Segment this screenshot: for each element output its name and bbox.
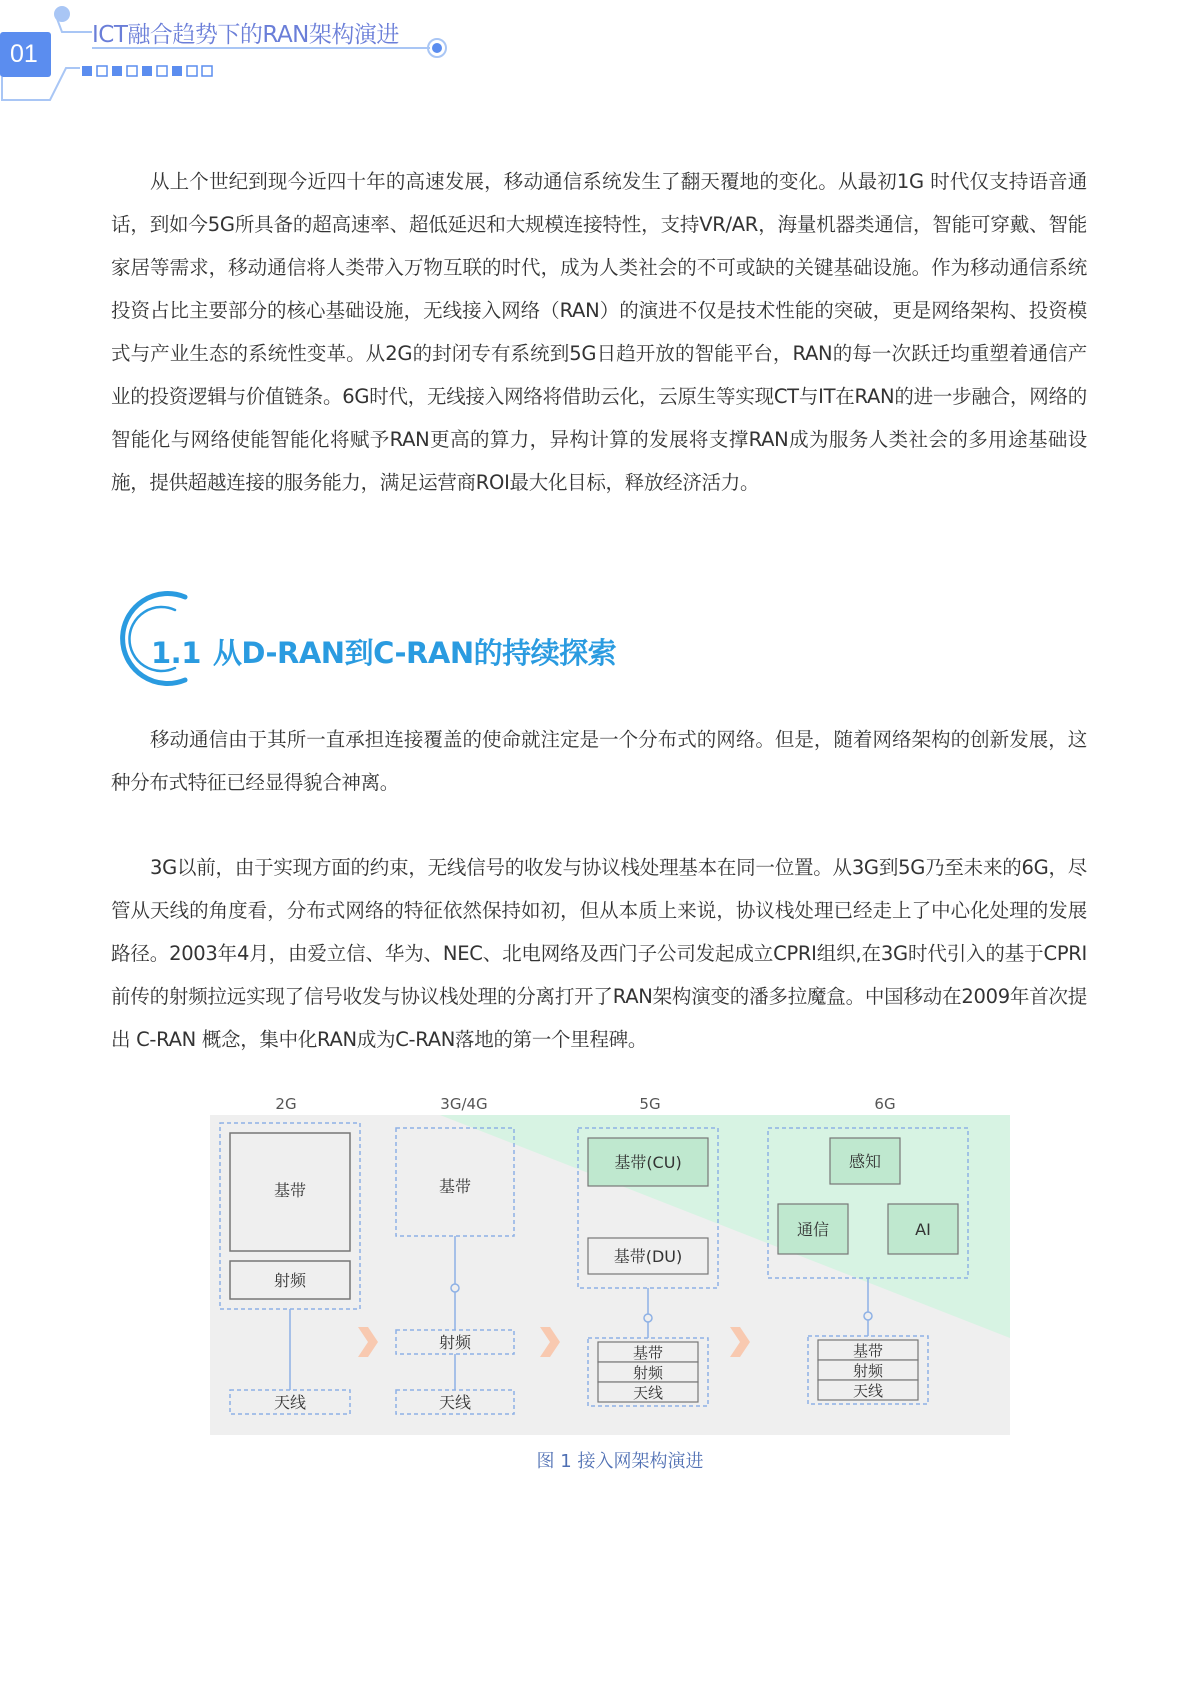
- radio-label: 射频: [632, 1364, 664, 1382]
- column-label-5g: 5G: [639, 1095, 661, 1113]
- column-5g: [578, 1128, 718, 1406]
- dot-icon: [54, 6, 70, 22]
- paragraph-intro: 从上个世纪到现今近四十年的高速发展，移动通信系统发生了翻天覆地的变化。从最初1G 时代仅支持语音通话，到如今5G所具备的超高速率、超低延迟和大规模连接特性，支持VR/AR，海量机器类通信，智能可穿戴、智能家居等需求，移动通信将人类带入万物互联的时代，成为人类社会的不可或缺的关键基础设施。作为移动通信系统投资占比主要部分的核心基础设施，无线接入网络（RAN）的演进不仅是技术性能的突破，更是网络架构、投资模式与产业生态的系统性变革。从2G的封闭专有系统到5G日趋开放的智能平台，RAN的每一次跃迁均重塑着通信产业的投资逻辑与价值链条。6G时代，无线接入网络将借助云化，云原生等实现CT与IT在RAN的进一步融合，网络的智能化与网络使能智能化将赋予RAN更高的算力，异构计算的发展将支撑RAN成为服务人类社会的多用途基础设施，提供超越连接的服务能力，满足运营商ROI最大化目标，释放经济活力。: [111, 170, 1087, 494]
- radio-label: 射频: [273, 1271, 307, 1290]
- cpri-connector-icon: [864, 1312, 872, 1320]
- section-number: 1.1: [151, 636, 201, 670]
- section-title-text: 从D-RAN到C-RAN的持续探索: [212, 636, 617, 670]
- baseband-label: 基带: [852, 1342, 884, 1360]
- section-heading: [151, 631, 616, 672]
- antenna-label: 天线: [273, 1393, 307, 1412]
- chapter-title: ICT融合趋势下的RAN架构演进: [92, 22, 399, 48]
- cu-label: 基带(CU): [614, 1153, 682, 1172]
- paragraph-distributed: 移动通信由于其所一直承担连接覆盖的使命就注定是一个分布式的网络。但是，随着网络架构的创新发展，这种分布式特征已经显得貌合神离。: [111, 728, 1087, 794]
- paragraph-cpri-history: 3G以前，由于实现方面的约束，无线信号的收发与协议栈处理基本在同一位置。从3G到5G乃至未来的6G，尽管从天线的角度看，分布式网络的特征依然保持如初，但从本质上来说，协议栈处理已经走上了中心化处理的发展路径。2003年4月，由爱立信、华为、NEC、北电网络及西门子公司发起成立CPRI组织,在3G时代引入的基于CPRI前传的射频拉远实现了信号收发与协议栈处理的分离打开了RAN架构演变的潘多拉魔盒。中国移动在2009年首次提出 C-RAN 概念，集中化RAN成为C-RAN落地的第一个里程碑。: [111, 856, 1087, 1051]
- figure-caption: 图 1 接入网架构演进: [536, 1451, 704, 1472]
- antenna-label: 天线: [852, 1382, 884, 1400]
- radio-label: 射频: [438, 1333, 472, 1352]
- ai-label: AI: [915, 1220, 931, 1239]
- column-label-3g4g: 3G/4G: [440, 1095, 488, 1113]
- comm-label: 通信: [796, 1220, 830, 1239]
- ran-architecture-figure: [210, 1090, 1010, 1435]
- sensing-label: 感知: [848, 1152, 882, 1171]
- progress-squares: [82, 66, 212, 76]
- cpri-connector-icon: [644, 1314, 652, 1322]
- column-label-6g: 6G: [874, 1095, 896, 1113]
- chapter-number: 01: [10, 40, 38, 68]
- baseband-label: 基带: [438, 1177, 472, 1196]
- du-label: 基带(DU): [613, 1247, 683, 1266]
- baseband-label: 基带: [273, 1181, 307, 1200]
- antenna-label: 天线: [438, 1393, 472, 1412]
- column-label-2g: 2G: [275, 1095, 297, 1113]
- cpri-connector-icon: [451, 1284, 459, 1292]
- antenna-label: 天线: [632, 1384, 664, 1402]
- baseband-label: 基带: [632, 1344, 664, 1362]
- radio-label: 射频: [852, 1362, 884, 1380]
